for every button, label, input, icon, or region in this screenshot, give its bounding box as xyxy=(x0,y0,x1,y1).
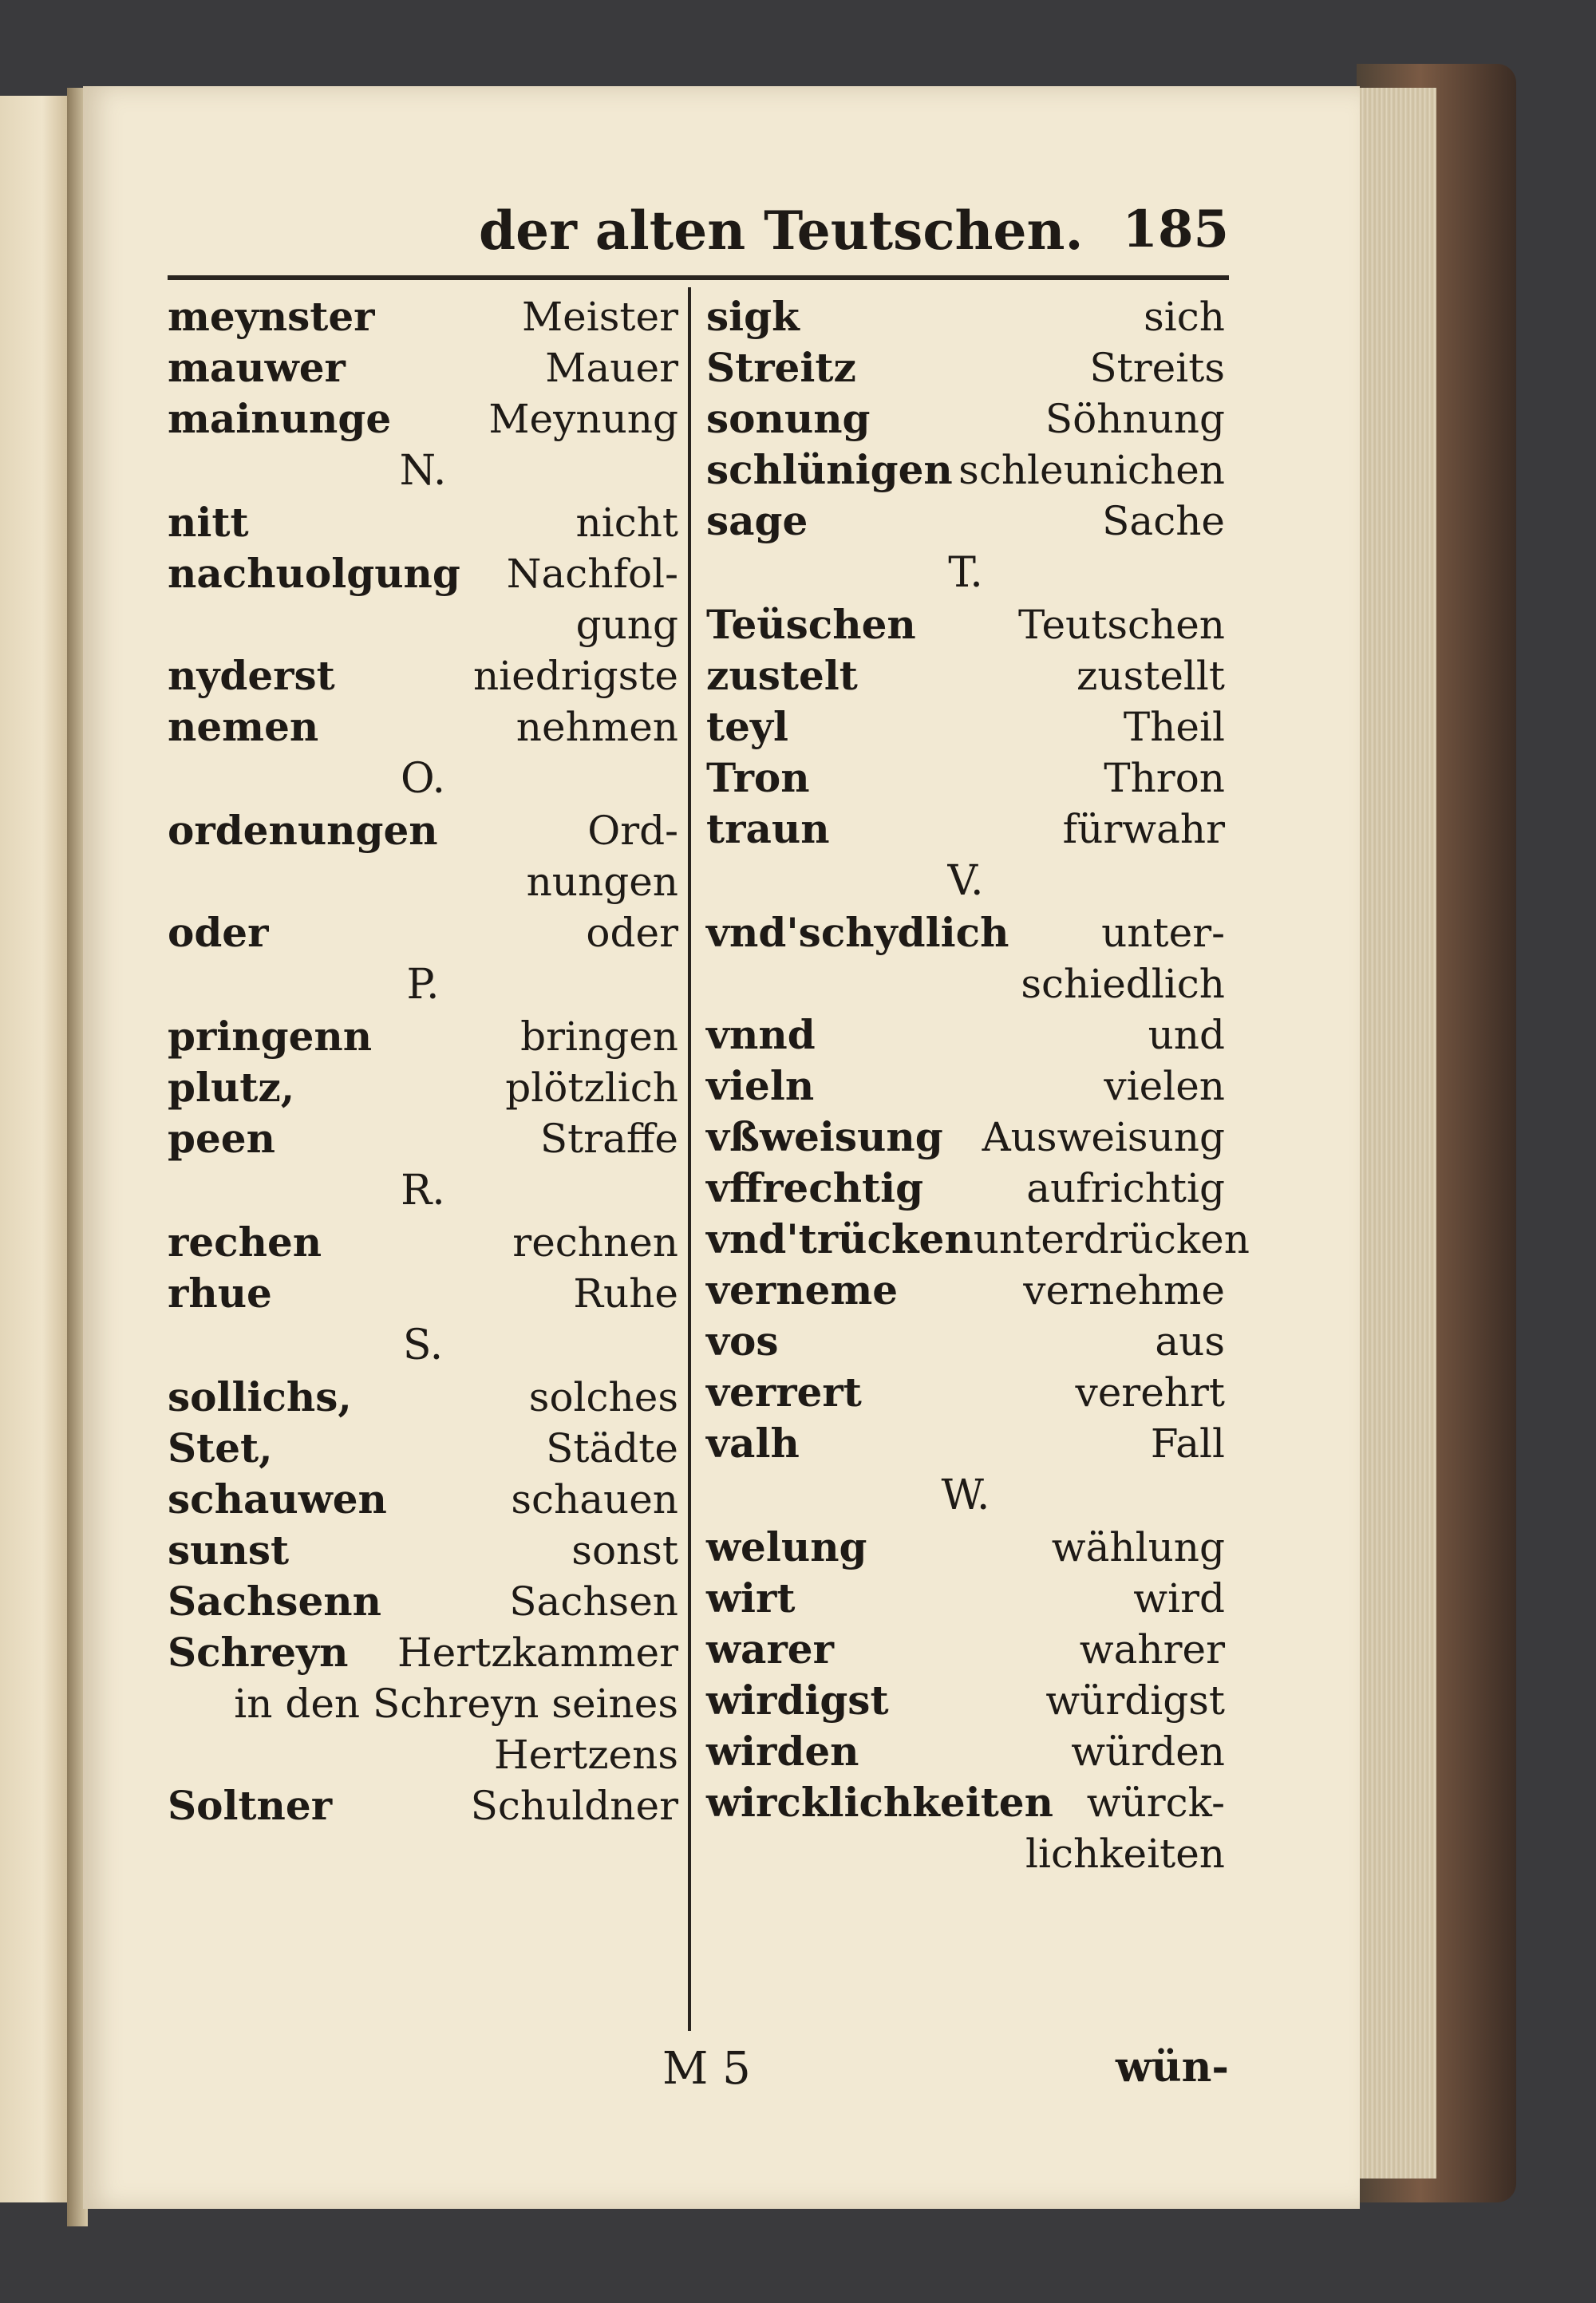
page-header xyxy=(168,199,1229,279)
glossary-entry xyxy=(168,1525,678,1576)
modern-spelling: Söhnung xyxy=(1045,396,1225,442)
modern-spelling: bringen xyxy=(520,1013,678,1060)
glossary-entry xyxy=(706,291,1225,342)
modern-spelling: niedrigste xyxy=(472,653,678,699)
old-spelling: ordenungen xyxy=(168,807,438,854)
old-spelling: sonung xyxy=(706,395,871,442)
old-spelling: peen xyxy=(168,1115,275,1162)
glossary-entry xyxy=(168,342,678,393)
modern-spelling: Schuldner xyxy=(470,1783,678,1829)
glossary-entry xyxy=(706,342,1225,393)
section-letter: P. xyxy=(406,961,440,1009)
glossary-entry xyxy=(168,1011,678,1062)
glossary-entry xyxy=(706,1573,1225,1624)
modern-spelling: sich xyxy=(1144,294,1225,340)
glossary-entry xyxy=(706,1522,1225,1573)
section-letter: S. xyxy=(402,1321,444,1369)
glossary-entry xyxy=(168,1113,678,1164)
glossary-entry xyxy=(168,1729,678,1780)
old-spelling: rhue xyxy=(168,1270,272,1317)
glossary-entry xyxy=(706,444,1225,496)
column-divider xyxy=(688,287,691,2031)
modern-spelling: plötzlich xyxy=(505,1065,678,1111)
modern-spelling: nehmen xyxy=(516,704,678,750)
glossary-entry xyxy=(168,599,678,650)
old-spelling: vos xyxy=(706,1317,779,1365)
page-number: 185 xyxy=(1122,199,1229,259)
glossary-entry xyxy=(168,1474,678,1525)
modern-spelling: wird xyxy=(1133,1575,1225,1622)
modern-spelling: Fall xyxy=(1150,1420,1225,1467)
modern-spelling: schauen xyxy=(511,1476,678,1523)
modern-spelling: nungen xyxy=(526,859,678,905)
old-spelling: nyderst xyxy=(168,652,335,699)
running-title: der alten Teutschen. xyxy=(479,199,1084,262)
modern-spelling: Ausweisung xyxy=(982,1114,1225,1160)
old-spelling: mainunge xyxy=(168,395,392,442)
old-spelling: schlünigen xyxy=(706,446,953,493)
old-spelling: verneme xyxy=(706,1266,899,1313)
glossary-entry xyxy=(706,599,1225,650)
old-spelling: warer xyxy=(706,1626,834,1673)
old-spelling: traun xyxy=(706,805,830,852)
glossary-entry xyxy=(168,1627,678,1678)
glossary-entry xyxy=(168,701,678,753)
old-spelling: valh xyxy=(706,1420,800,1467)
modern-spelling: in den Schreyn seines xyxy=(234,1681,678,1727)
modern-spelling: lichkeiten xyxy=(1025,1831,1225,1877)
modern-spelling: unter- xyxy=(1101,910,1225,956)
section-letter: V. xyxy=(947,857,984,905)
glossary-entry xyxy=(168,907,678,958)
modern-spelling: Sachsen xyxy=(509,1578,678,1625)
glossary-entry xyxy=(168,548,678,599)
glossary-entry xyxy=(706,1418,1225,1469)
modern-spelling: vielen xyxy=(1104,1063,1225,1109)
modern-spelling: Nachfol- xyxy=(506,551,678,597)
modern-spelling: Thron xyxy=(1104,755,1225,801)
old-spelling: wirden xyxy=(706,1728,859,1775)
section-letter: W. xyxy=(941,1471,990,1519)
old-spelling: Streitz xyxy=(706,344,856,391)
old-spelling: Teüschen xyxy=(706,601,916,648)
glossary-entry xyxy=(706,1624,1225,1675)
glossary-entry xyxy=(706,496,1225,547)
old-spelling: sollichs, xyxy=(168,1373,352,1420)
old-spelling: mauwer xyxy=(168,344,346,391)
section-letter: N. xyxy=(399,447,447,495)
old-spelling: vffrechtig xyxy=(706,1164,924,1211)
old-spelling: schauwen xyxy=(168,1475,387,1523)
old-spelling: welung xyxy=(706,1523,867,1570)
glossary-entry xyxy=(706,701,1225,753)
glossary-entry xyxy=(706,650,1225,701)
section-letter: T. xyxy=(948,549,983,597)
old-spelling: pringenn xyxy=(168,1013,373,1060)
old-spelling: plutz, xyxy=(168,1064,295,1111)
modern-spelling: würden xyxy=(1071,1728,1225,1775)
modern-spelling: aufrichtig xyxy=(1026,1165,1225,1211)
modern-spelling: Städte xyxy=(546,1425,678,1471)
old-spelling: nemen xyxy=(168,703,319,750)
old-spelling: vieln xyxy=(706,1062,815,1109)
section-letter: R. xyxy=(401,1167,445,1215)
old-spelling: vnnd xyxy=(706,1011,816,1058)
catchword: wün- xyxy=(1116,2043,1229,2092)
right-glossary-column xyxy=(706,291,1250,2031)
modern-spelling: nicht xyxy=(575,500,678,546)
modern-spelling: Ord- xyxy=(587,808,678,854)
signature-mark: M 5 xyxy=(662,2043,751,2095)
old-spelling: sigk xyxy=(706,293,800,340)
modern-spelling: aus xyxy=(1155,1318,1225,1365)
glossary-entry xyxy=(706,1675,1225,1726)
old-spelling: oder xyxy=(168,909,269,956)
modern-spelling: solches xyxy=(528,1374,678,1420)
glossary-entry xyxy=(706,1214,1250,1265)
modern-spelling: wählung xyxy=(1051,1524,1225,1570)
glossary-entry xyxy=(706,958,1225,1009)
modern-spelling: Hertzens xyxy=(494,1732,678,1778)
glossary-entry xyxy=(168,1268,678,1319)
old-spelling: wircklichkeiten xyxy=(706,1779,1053,1826)
glossary-entry xyxy=(706,1726,1225,1777)
modern-spelling: und xyxy=(1148,1012,1225,1058)
glossary-entry xyxy=(706,1265,1225,1316)
modern-spelling: Mauer xyxy=(545,345,678,391)
old-spelling: nitt xyxy=(168,499,249,546)
glossary-entry xyxy=(168,1062,678,1113)
glossary-entry xyxy=(706,1828,1225,1879)
modern-spelling: gung xyxy=(575,602,678,648)
old-spelling: Stet, xyxy=(168,1424,273,1471)
modern-spelling: sonst xyxy=(571,1527,678,1574)
modern-spelling: wahrer xyxy=(1079,1626,1225,1673)
old-spelling: meynster xyxy=(168,293,375,340)
modern-spelling: rechnen xyxy=(512,1219,678,1266)
modern-spelling: oder xyxy=(586,910,678,956)
old-spelling: Tron xyxy=(706,754,810,801)
modern-spelling: Meynung xyxy=(488,396,678,442)
old-spelling: sage xyxy=(706,497,808,544)
modern-spelling: Streits xyxy=(1089,345,1225,391)
modern-spelling: unterdrücken xyxy=(973,1216,1250,1262)
facing-page-edge xyxy=(0,96,70,2202)
modern-spelling: Ruhe xyxy=(573,1270,678,1317)
old-spelling: wirdigst xyxy=(706,1677,889,1724)
modern-spelling: vernehme xyxy=(1023,1267,1225,1313)
glossary-entry xyxy=(706,393,1225,444)
old-spelling: vnd'schydlich xyxy=(706,909,1009,956)
left-glossary-column xyxy=(168,291,678,2031)
old-spelling: Schreyn xyxy=(168,1629,349,1676)
modern-spelling: schiedlich xyxy=(1021,961,1225,1007)
glossary-entry xyxy=(706,1367,1225,1418)
old-spelling: rechen xyxy=(168,1219,322,1266)
glossary-entry xyxy=(706,1777,1225,1828)
header-rule xyxy=(168,275,1229,280)
modern-spelling: würck- xyxy=(1086,1780,1225,1826)
modern-spelling: Sache xyxy=(1102,498,1225,544)
old-spelling: zustelt xyxy=(706,652,858,699)
modern-spelling: fürwahr xyxy=(1062,806,1225,852)
old-spelling: vnd'trücken xyxy=(706,1215,974,1262)
old-spelling: vßweisung xyxy=(706,1113,943,1160)
glossary-entry xyxy=(168,1678,678,1729)
old-spelling: verrert xyxy=(706,1369,862,1416)
old-spelling: nachuolgung xyxy=(168,550,460,597)
modern-spelling: zustellt xyxy=(1077,653,1225,699)
glossary-entry xyxy=(706,1316,1225,1367)
glossary-entry xyxy=(706,1112,1225,1163)
modern-spelling: Teutschen xyxy=(1017,602,1225,648)
page-footer xyxy=(168,2043,1229,2107)
old-spelling: wirt xyxy=(706,1574,796,1622)
glossary-entry xyxy=(706,1061,1225,1112)
glossary-entry xyxy=(168,805,678,856)
glossary-entry xyxy=(168,856,678,907)
glossary-entry xyxy=(706,907,1225,958)
glossary-entry xyxy=(168,393,678,444)
glossary-entry xyxy=(168,1576,678,1627)
old-spelling: Soltner xyxy=(168,1782,333,1829)
modern-spelling: Hertzkammer xyxy=(397,1629,678,1676)
page-stack-edges xyxy=(1349,88,1436,2179)
modern-spelling: schleunichen xyxy=(958,447,1225,493)
glossary-entry xyxy=(168,650,678,701)
modern-spelling: Straffe xyxy=(539,1116,678,1162)
glossary-entry xyxy=(706,1009,1225,1061)
glossary-entry xyxy=(168,1372,678,1423)
modern-spelling: würdigst xyxy=(1045,1677,1225,1724)
glossary-entry xyxy=(168,1217,678,1268)
old-spelling: sunst xyxy=(168,1527,290,1574)
old-spelling: teyl xyxy=(706,703,788,750)
glossary-entry xyxy=(168,291,678,342)
modern-spelling: Meister xyxy=(521,294,678,340)
glossary-entry xyxy=(168,1423,678,1474)
glossary-entry xyxy=(168,1780,678,1831)
glossary-entry xyxy=(706,753,1225,804)
old-spelling: Sachsenn xyxy=(168,1578,381,1625)
glossary-entry xyxy=(706,1163,1225,1214)
modern-spelling: Theil xyxy=(1123,704,1225,750)
glossary-entry xyxy=(168,497,678,548)
glossary-entry xyxy=(706,804,1225,855)
modern-spelling: verehrt xyxy=(1075,1369,1225,1416)
section-letter: O. xyxy=(400,755,446,803)
